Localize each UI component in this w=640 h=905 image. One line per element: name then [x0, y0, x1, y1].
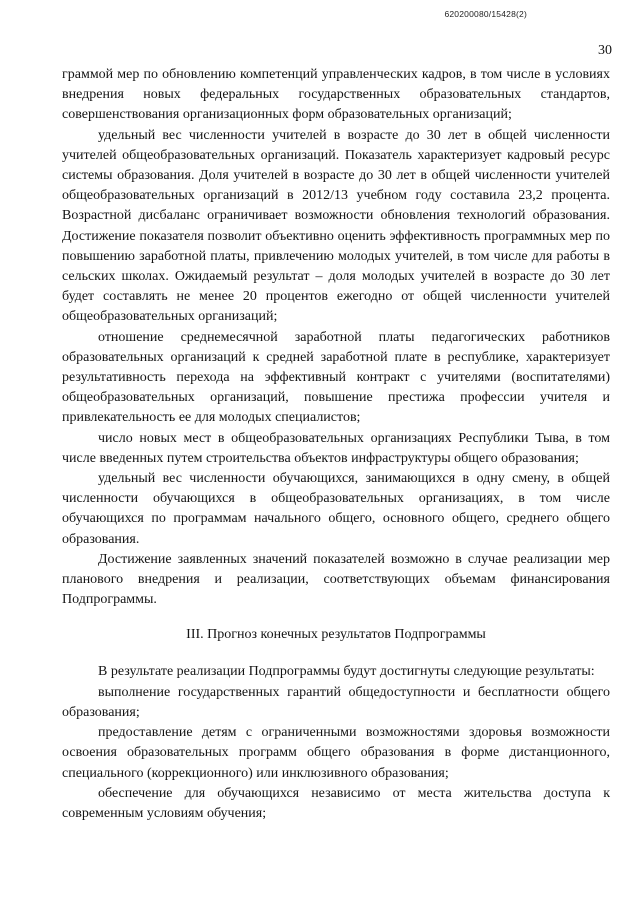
page-number: 30 [598, 43, 612, 58]
paragraph: отношение среднемесячной заработной платы педагогических работников образовательных организаций к средней заработной плате в республике, характеризует результативность перехода на эффективный контракт с учителями (воспитателями) общеобразовательных организаций, повышение престижа профессии учителя и привлекательность ее для молодых специалистов; [62, 329, 610, 426]
paragraph: обеспечение для обучающихся независимо от места жительства доступа к современным условиям обучения; [62, 785, 610, 821]
paragraph: удельный вес численности обучающихся, занимающихся в одну смену, в общей численности обучающихся в общеобразовательных организациях, в том числе обучающихся по программам начального общего, основного общего, среднего общего образования. [62, 471, 610, 547]
paragraph: В результате реализации Подпрограммы будут достигнуты следующие результаты: [98, 664, 595, 680]
paragraph: предоставление детям с ограниченными возможностями здоровья возможности освоения образовательных программ общего образования в форме дистанционного, специального (коррекционного) или инклюзивного образования; [62, 725, 610, 781]
paragraph: число новых мест в общеобразовательных организациях Республики Тыва, в том числе введенных путем строительства объектов инфраструктуры общего образования; [62, 430, 610, 466]
paragraph: выполнение государственных гарантий общедоступности и бесплатности общего образования; [62, 684, 610, 720]
paragraph: удельный вес численности учителей в возрасте до 30 лет в общей численности учителей общеобразовательных организаций. Показатель характеризует кадровый ресурс системы образования. Доля учителей в возрасте до 30 лет в общей численности учителей общеобразовательных организаций в 2012/13 учебном году составила 23,2 процента. Возрастной дисбаланс ограничивает возможности обновления технологий образования. Достижение показателя позволит объективно оценить эффективность программных мер по повышению заработной платы, привлечению молодых учителей, в том числе для работы в сельских школах. Ожидаемый результат – доля молодых учителей в возрасте до 30 лет будет составлять не менее 20 процентов ежегодно от общей численности учителей общеобразовательных организаций; [62, 127, 610, 325]
section-title: III. Прогноз конечных результатов Подпрограммы [186, 627, 486, 643]
paragraph: граммой мер по обновлению компетенций управленческих кадров, в том числе в условиях внедрения новых федеральных государственных образовательных стандартов, совершенствования организационных форм образовательных организаций; [62, 67, 610, 123]
paragraphs-before-section [62, 65, 610, 610]
document-body [62, 65, 610, 824]
paragraph: Достижение заявленных значений показателей возможно в случае реализации мер планового внедрения и реализации, соответствующих объемам финансирования Подпрограммы. [62, 551, 610, 608]
paragraphs-after-section [62, 662, 610, 824]
document-id: 620200080/15428(2) [444, 9, 527, 19]
